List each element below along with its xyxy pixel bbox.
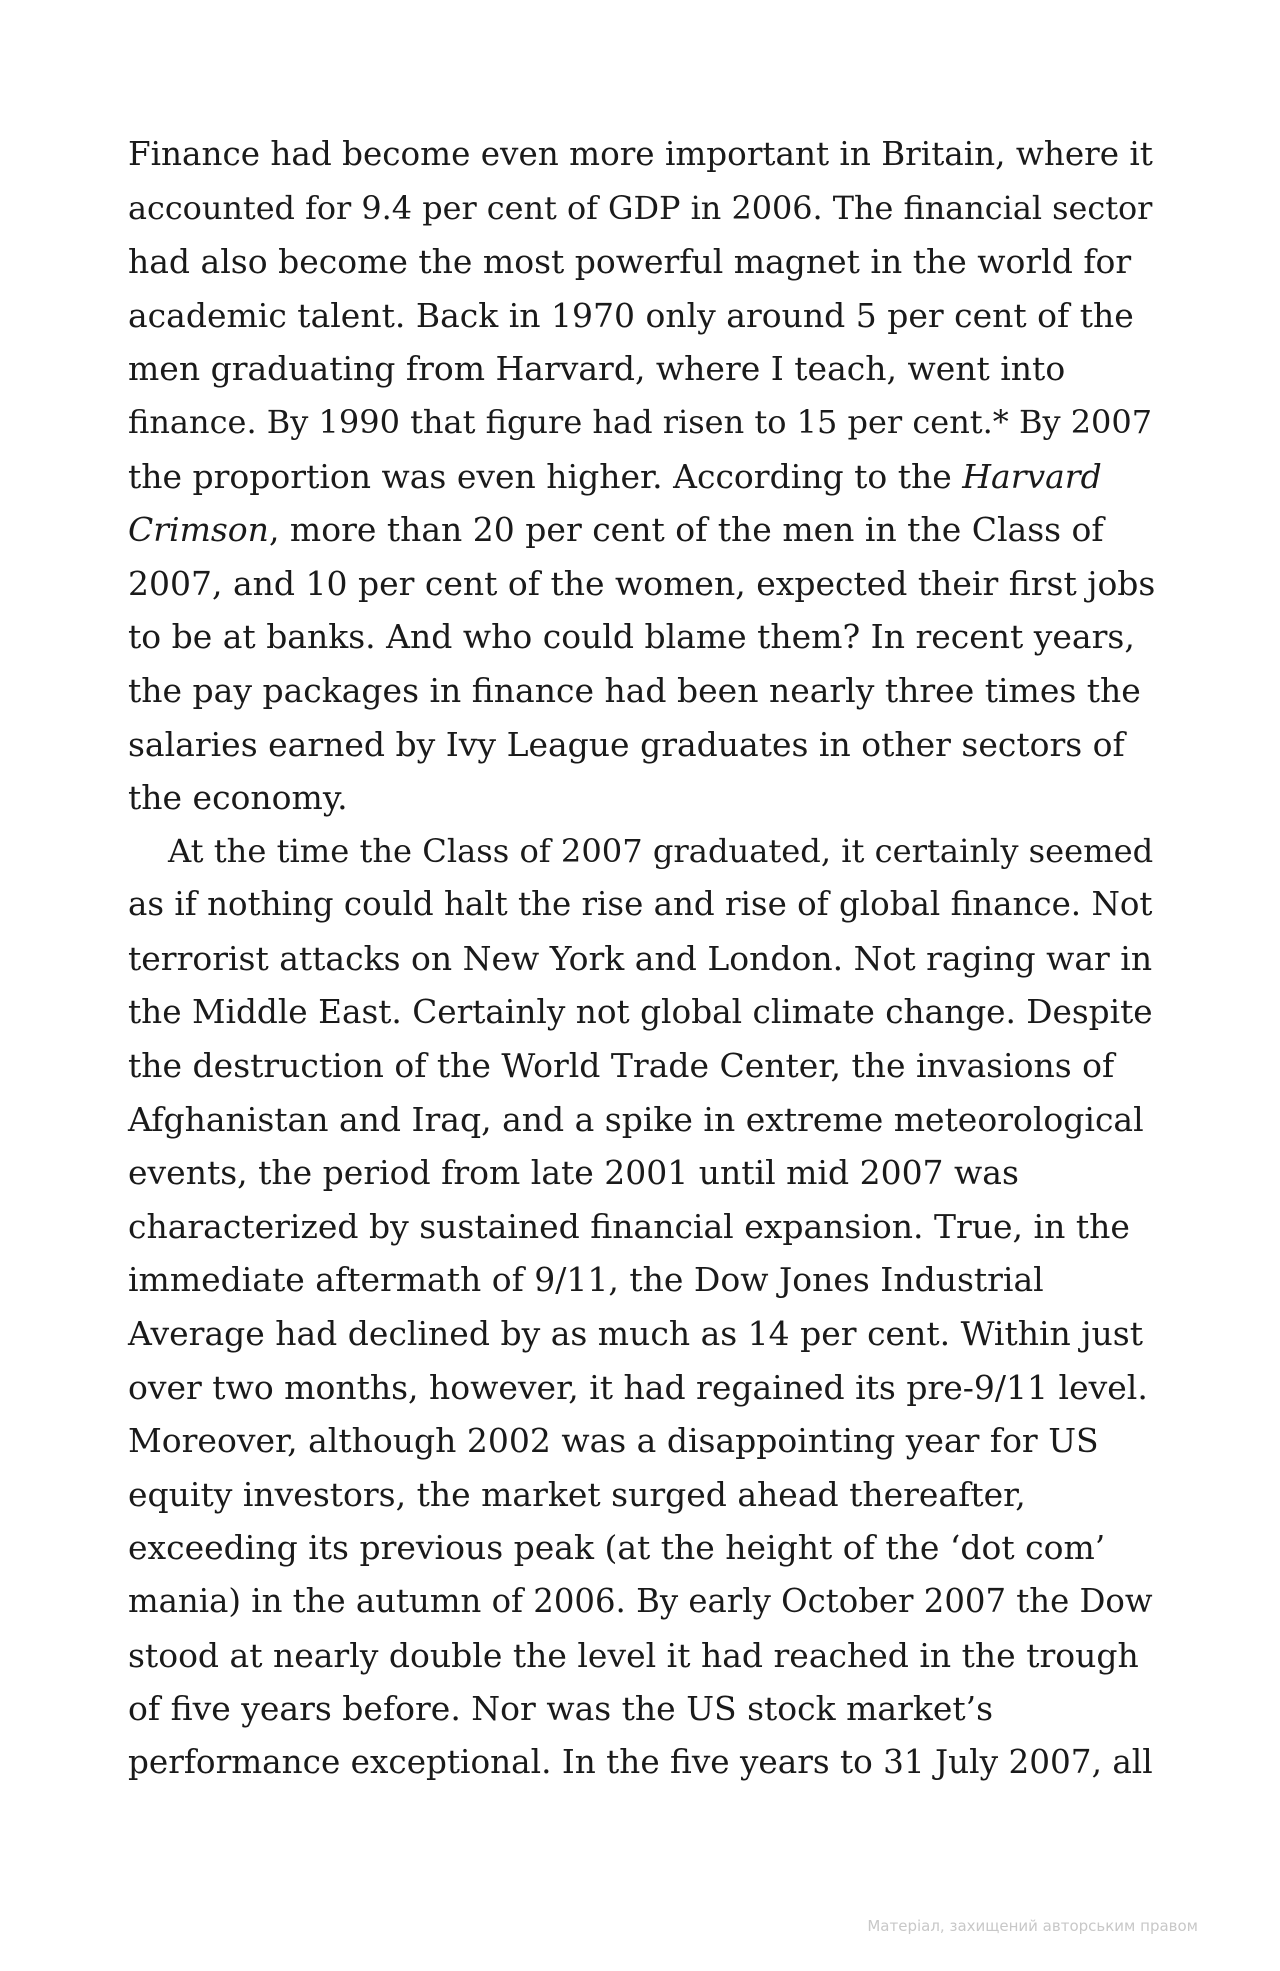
paragraph-1 — [128, 128, 1158, 825]
text-line: Moreover, although 2002 was a disappointing year for US — [128, 1421, 1099, 1461]
paragraph-2 — [128, 825, 1158, 1790]
text-line: the destruction of the World Trade Center, the invasions of — [128, 1046, 1115, 1086]
text-line: the Middle East. Certainly not global climate change. Despite — [128, 992, 1153, 1031]
text-line: 2007, and 10 per cent of the women, expected their first jobs — [128, 563, 1156, 603]
text-line: Finance had become even more important in Britain, where it — [128, 135, 1153, 173]
text-line: academic talent. Back in 1970 only around 5 per cent of the — [128, 295, 1134, 335]
italic-title: Harvard — [962, 456, 1102, 496]
text-line: Afghanistan and Iraq, and a spike in extreme meteorological — [128, 1099, 1144, 1139]
text-line: had also become the most powerful magnet in the world for — [128, 242, 1132, 282]
text-line: events, the period from late 2001 until mid 2007 was — [128, 1153, 1019, 1193]
text-line: performance exceptional. In the five years to 31 July 2007, all — [128, 1742, 1153, 1781]
text-line: exceeding its previous peak (at the height of the ‘dot com’ — [128, 1528, 1106, 1568]
copyright-watermark: Матеріал, захищений авторським правом — [867, 1917, 1198, 1935]
text-line: the pay packages in finance had been nearly three times the — [128, 670, 1141, 710]
body-text — [128, 128, 1158, 1789]
text-run: the proportion was even higher. According to the — [128, 456, 963, 496]
text-line: immediate aftermath of 9/11, the Dow Jones Industrial — [128, 1260, 1044, 1300]
text-line: finance. By 1990 that figure had risen to 15 per cent.* By 2007 — [128, 402, 1153, 441]
text-line: stood at nearly double the level it had reached in the trough — [128, 1635, 1139, 1675]
text-line: salaries earned by Ivy League graduates in other sectors of — [128, 724, 1125, 764]
text-line: over two months, however, it had regained its pre-9/11 level. — [128, 1367, 1148, 1407]
text-line: of five years before. Nor was the US stock market’s — [128, 1689, 994, 1729]
text-run: , more than 20 per cent of the men in the Class of — [268, 510, 1104, 550]
text-line: to be at banks. And who could blame them? In recent years, — [128, 617, 1135, 657]
text-line: Average had declined by as much as 14 per cent. Within just — [128, 1314, 1143, 1354]
text-line: the economy. — [128, 778, 348, 818]
text-line: mania) in the autumn of 2006. By early October 2007 the Dow — [128, 1582, 1153, 1621]
text-line — [128, 503, 1158, 557]
text-line — [128, 450, 1158, 504]
text-line: as if nothing could halt the rise and rise of global finance. Not — [128, 885, 1153, 924]
text-line: accounted for 9.4 per cent of GDP in 2006. The financial sector — [128, 188, 1153, 227]
text-line: characterized by sustained financial expansion. True, in the — [128, 1206, 1130, 1246]
text-line: men graduating from Harvard, where I teach, went into — [128, 349, 1066, 389]
text-line: equity investors, the market surged ahead thereafter, — [128, 1474, 1026, 1514]
text-line: terrorist attacks on New York and London. Not raging war in — [128, 938, 1153, 978]
text-line: At the time the Class of 2007 graduated, it certainly seemed — [168, 831, 1154, 870]
italic-title: Crimson — [128, 510, 269, 550]
